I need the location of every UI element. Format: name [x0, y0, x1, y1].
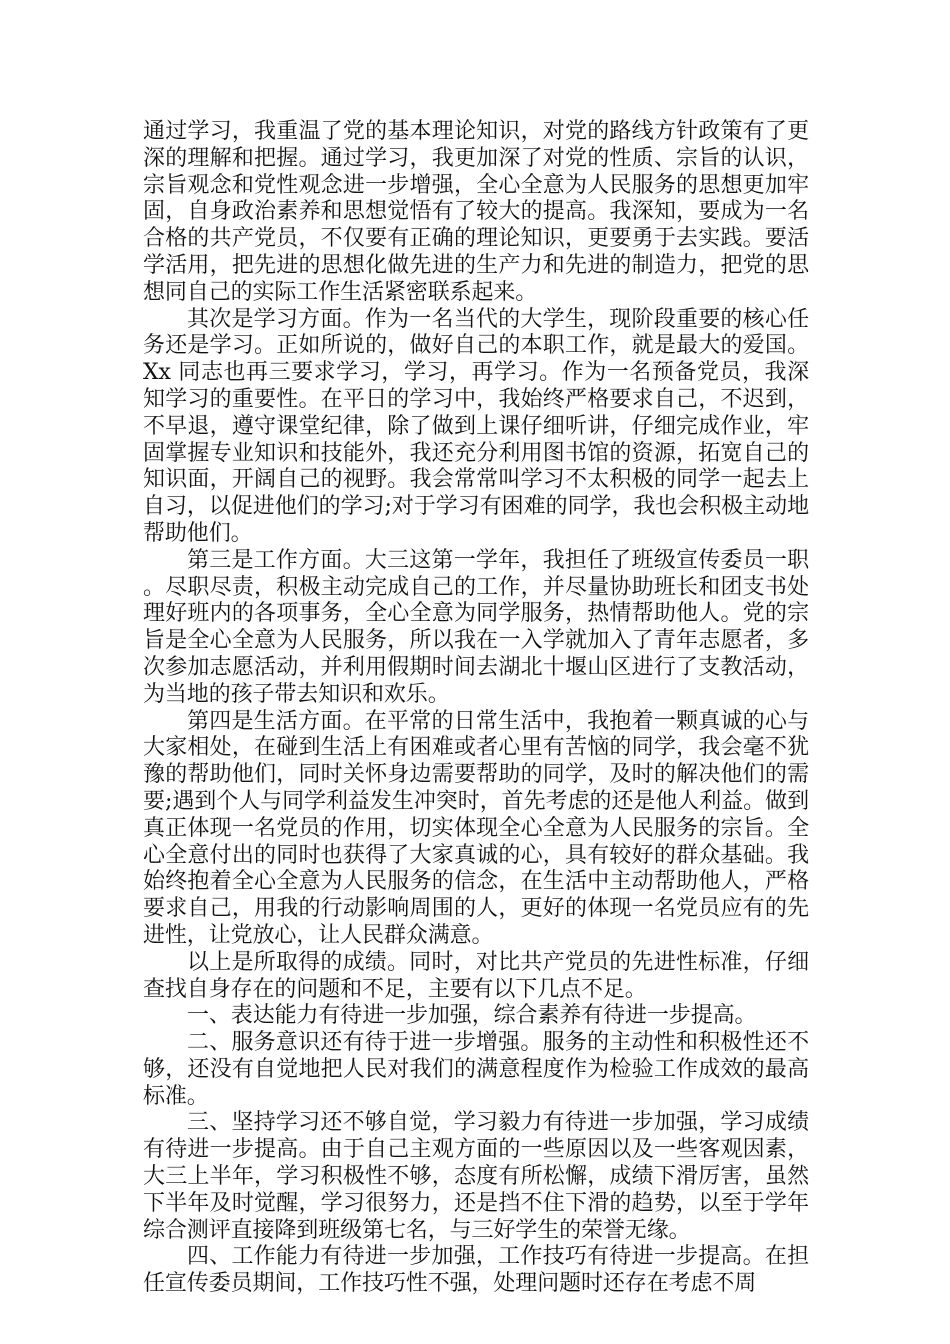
paragraph-summary: 以上是所取得的成绩。同时，对比共产党员的先进性标准，仔细查找自身存在的问题和不足，主要有以下几点不足。 [143, 949, 809, 1002]
paragraph-life-aspect: 第四是生活方面。在平常的日常生活中，我抱着一颗真诚的心与大家相处，在碰到生活上有困难或者心里有苦恼的同学，我会毫不犹豫的帮助他们，同时关怀身边需要帮助的同学，及时的解决他们的需要;遇到个人与同学利益发生冲突时，首先考虑的还是他人利益。做到真正体现一名党员的作用，切实体现全心全意为人民服务的宗旨。全心全意付出的同时也获得了大家真诚的心，具有较好的群众基础。我始终抱着全心全意为人民服务的信念，在生活中主动帮助他人，严格要求自己，用我的行动影响周围的人，更好的体现一名党员应有的先进性，让党放心，让人民群众满意。 [143, 708, 809, 948]
paragraph-shortcoming-3: 三、坚持学习还不够自觉，学习毅力有待进一步加强，学习成绩有待进一步提高。由于自己主观方面的一些原因以及一些客观因素，大三上半年，学习积极性不够，态度有所松懈，成绩下滑厉害，虽然下半年及时觉醒，学习很努力，还是挡不住下滑的趋势，以至于学年综合测评直接降到班级第七名，与三好学生的荣誉无缘。 [143, 1110, 809, 1243]
paragraph-shortcoming-2: 二、服务意识还有待于进一步增强。服务的主动性和积极性还不够，还没有自觉地把人民对我们的满意程度作为检验工作成效的最高标准。 [143, 1030, 809, 1109]
paragraph-study-review: 通过学习，我重温了党的基本理论知识，对党的路线方针政策有了更深的理解和把握。通过学习，我更加深了对党的性质、宗旨的认识，宗旨观念和党性观念进一步增强，全心全意为人民服务的思想更加牢固，自身政治素养和思想觉悟有了较大的提高。我深知，要成为一名合格的共产党员，不仅要有正确的理论知识，更要勇于去实践。要活学活用，把先进的思想化做先进的生产力和先进的制造力，把党的思想同自己的实际工作生活紧密联系起来。 [143, 119, 809, 305]
paragraph-work-aspect: 第三是工作方面。大三这第一学年，我担任了班级宣传委员一职。尽职尽责，积极主动完成自己的工作，并尽量协助班长和团支书处理好班内的各项事务，全心全意为同学服务，热情帮助他人。党的宗旨是全心全意为人民服务，所以我在一入学就加入了青年志愿者，多次参加志愿活动，并利用假期时间去湖北十堰山区进行了支教活动，为当地的孩子带去知识和欢乐。 [143, 547, 809, 707]
paragraph-shortcoming-1: 一、表达能力有待进一步加强，综合素养有待进一步提高。 [187, 1003, 757, 1029]
document-page [143, 119, 809, 1298]
paragraph-shortcoming-4: 四、工作能力有待进一步加强，工作技巧有待进一步提高。在担任宣传委员期间，工作技巧性不强，处理问题时还存在考虑不周 [143, 1244, 809, 1297]
paragraph-study-aspect: 其次是学习方面。作为一名当代的大学生，现阶段重要的核心任务还是学习。正如所说的，做好自己的本职工作，就是最大的爱国。Xx 同志也再三要求学习，学习，再学习。作为一名预备党员，我深知学习的重要性。在平日的学习中，我始终严格要求自己，不迟到，不早退，遵守课堂纪律，除了做到上课仔细听讲，仔细完成作业，牢固掌握专业知识和技能外，我还充分利用图书馆的资源，拓宽自己的知识面，开阔自己的视野。我会常常叫学习不太积极的同学一起去上自习，以促进他们的学习;对于学习有困难的同学，我也会积极主动地帮助他们。 [143, 306, 809, 546]
